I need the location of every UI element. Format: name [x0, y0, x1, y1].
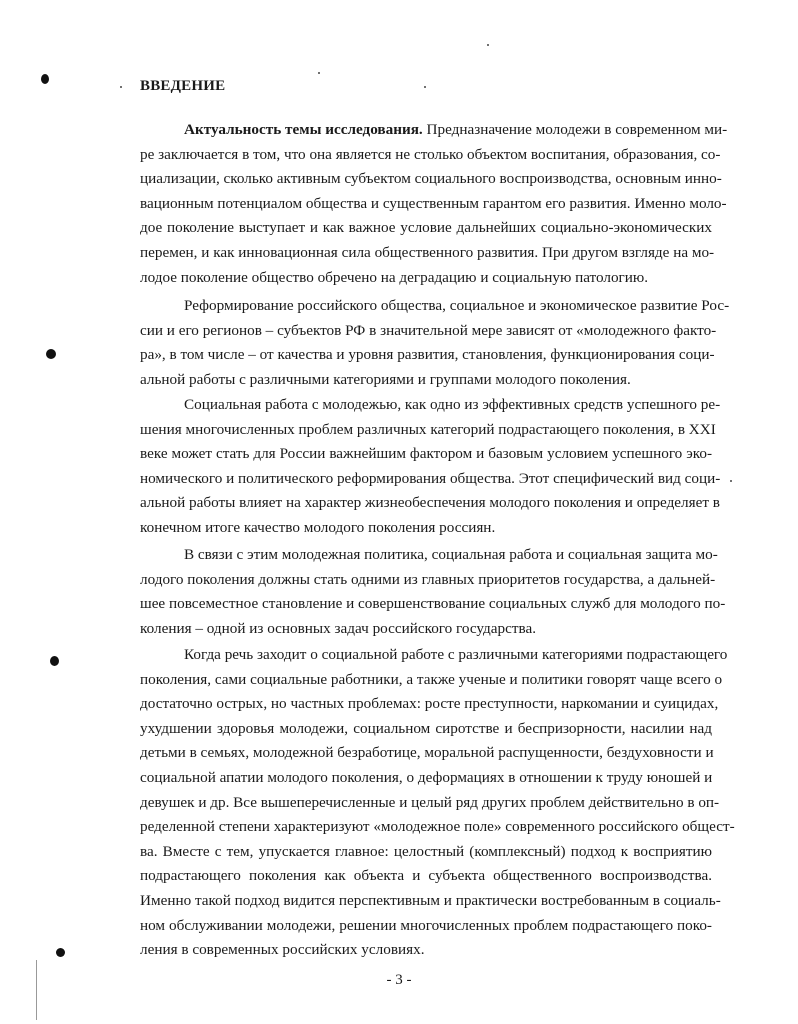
- text-line: ления в современных российских условиях.: [140, 941, 425, 959]
- punch-hole-mark: [46, 349, 56, 359]
- lead-bold-phrase: Актуальность темы исследования.: [184, 121, 423, 138]
- page-number: - 3 -: [386, 972, 412, 988]
- text-line: вационным потенциалом общества и существенным гарантом его развития. Именно моло-: [140, 194, 727, 212]
- text-line: девушек и др. Все вышеперечисленные и целый ряд других проблем действительно в оп-: [140, 793, 720, 811]
- scan-speck: [487, 44, 489, 46]
- section-heading: ВВЕДЕНИЕ: [140, 78, 226, 94]
- scan-speck: [120, 86, 122, 88]
- text-line: перемен, и как инновационная сила общественного развития. При другом взгляде на мо-: [140, 244, 715, 261]
- text-line: веке может стать для России важнейшим фактором и базовым условием успешного эко-: [140, 445, 712, 463]
- text-line: циализации, сколько активным субъектом социального воспроизводства, основным инно-: [140, 170, 722, 188]
- text-line: В связи с этим молодежная политика, социальная работа и социальная защита мо-: [184, 546, 718, 563]
- text-line: коления – одной из основных задач российского государства.: [140, 619, 536, 637]
- text-line: Социальная работа с молодежью, как одно из эффективных средств успешного ре-: [184, 396, 721, 413]
- text-line: Именно такой подход видится перспективным и практически востребованным в социаль-: [140, 892, 721, 909]
- punch-hole-mark: [41, 74, 49, 84]
- scan-edge-line: [36, 960, 37, 1020]
- text-line: детьми в семьях, молодежной безработице, моральной распущенности, бездуховности и: [140, 744, 714, 762]
- text-line: подрастающего поколения как объекта и субъекта общественного воспроизводства.: [140, 867, 712, 885]
- punch-hole-mark: [50, 656, 59, 666]
- text-line: шее повсеместное становление и совершенствование социальных служб для молодого по-: [140, 595, 726, 613]
- text-line: поколения, сами социальные работники, а также ученые и политики говорят чаще всего о: [140, 670, 723, 688]
- text-line: альной работы с различными категориями и группами молодого поколения.: [140, 370, 631, 388]
- punch-hole-mark: [56, 948, 65, 957]
- scan-speck: [730, 480, 732, 482]
- text-line: Актуальность темы исследования. Предназначение молодежи в современном ми-: [184, 121, 728, 138]
- scan-speck: [424, 86, 426, 88]
- text-line: Когда речь заходит о социальной работе с различными категориями подрастающего: [184, 646, 728, 663]
- text-line: номического и политического реформирования общества. Этот специфический вид соци-: [140, 469, 721, 487]
- text-line: социальной апатии молодого поколения, о деформациях в отношении к труду юношей и: [140, 769, 713, 786]
- text-line: лодого поколения должны стать одними из главных приоритетов государства, а дальней-: [140, 570, 716, 588]
- text-line: ном обслуживании молодежи, решении многочисленных проблем подрастающего поко-: [140, 916, 712, 934]
- text-line: ра», в том числе – от качества и уровня развития, становления, функционирования соци-: [140, 346, 715, 364]
- text-line: ре заключается в том, что она является не столько объектом воспитания, образования, со-: [140, 145, 721, 163]
- text-line: дое поколение выступает и как важное условие дальнейших социально-экономических: [140, 219, 712, 237]
- text-line: ухудшении здоровья молодежи, социальном сиротстве и беспризорности, насилии над: [140, 719, 712, 737]
- text-line: лодое поколение общество обречено на деградацию и социальную патологию.: [140, 268, 649, 286]
- text-line: сии и его регионов – субъектов РФ в значительной мере зависят от «молодежного факто-: [140, 321, 717, 339]
- text-line: Реформирование российского общества, социальное и экономическое развитие Рос-: [184, 297, 730, 314]
- text-line: достаточно острых, но частных проблемах: росте преступности, наркомании и суицидах,: [140, 695, 719, 713]
- text-line: конечном итоге качество молодого поколения россиян.: [140, 519, 496, 536]
- text-line: ва. Вместе с тем, упускается главное: целостный (комплексный) подход к восприятию: [140, 842, 712, 860]
- text-line: альной работы влияет на характер жизнеобеспечения молодого поколения и определяет в: [140, 494, 720, 512]
- scan-speck: [318, 72, 320, 74]
- text-line: шения многочисленных проблем различных категорий подрастающего поколения, в XXI: [140, 420, 716, 438]
- text-line: ределенной степени характеризуют «молодежное поле» современного российского общест-: [140, 818, 735, 836]
